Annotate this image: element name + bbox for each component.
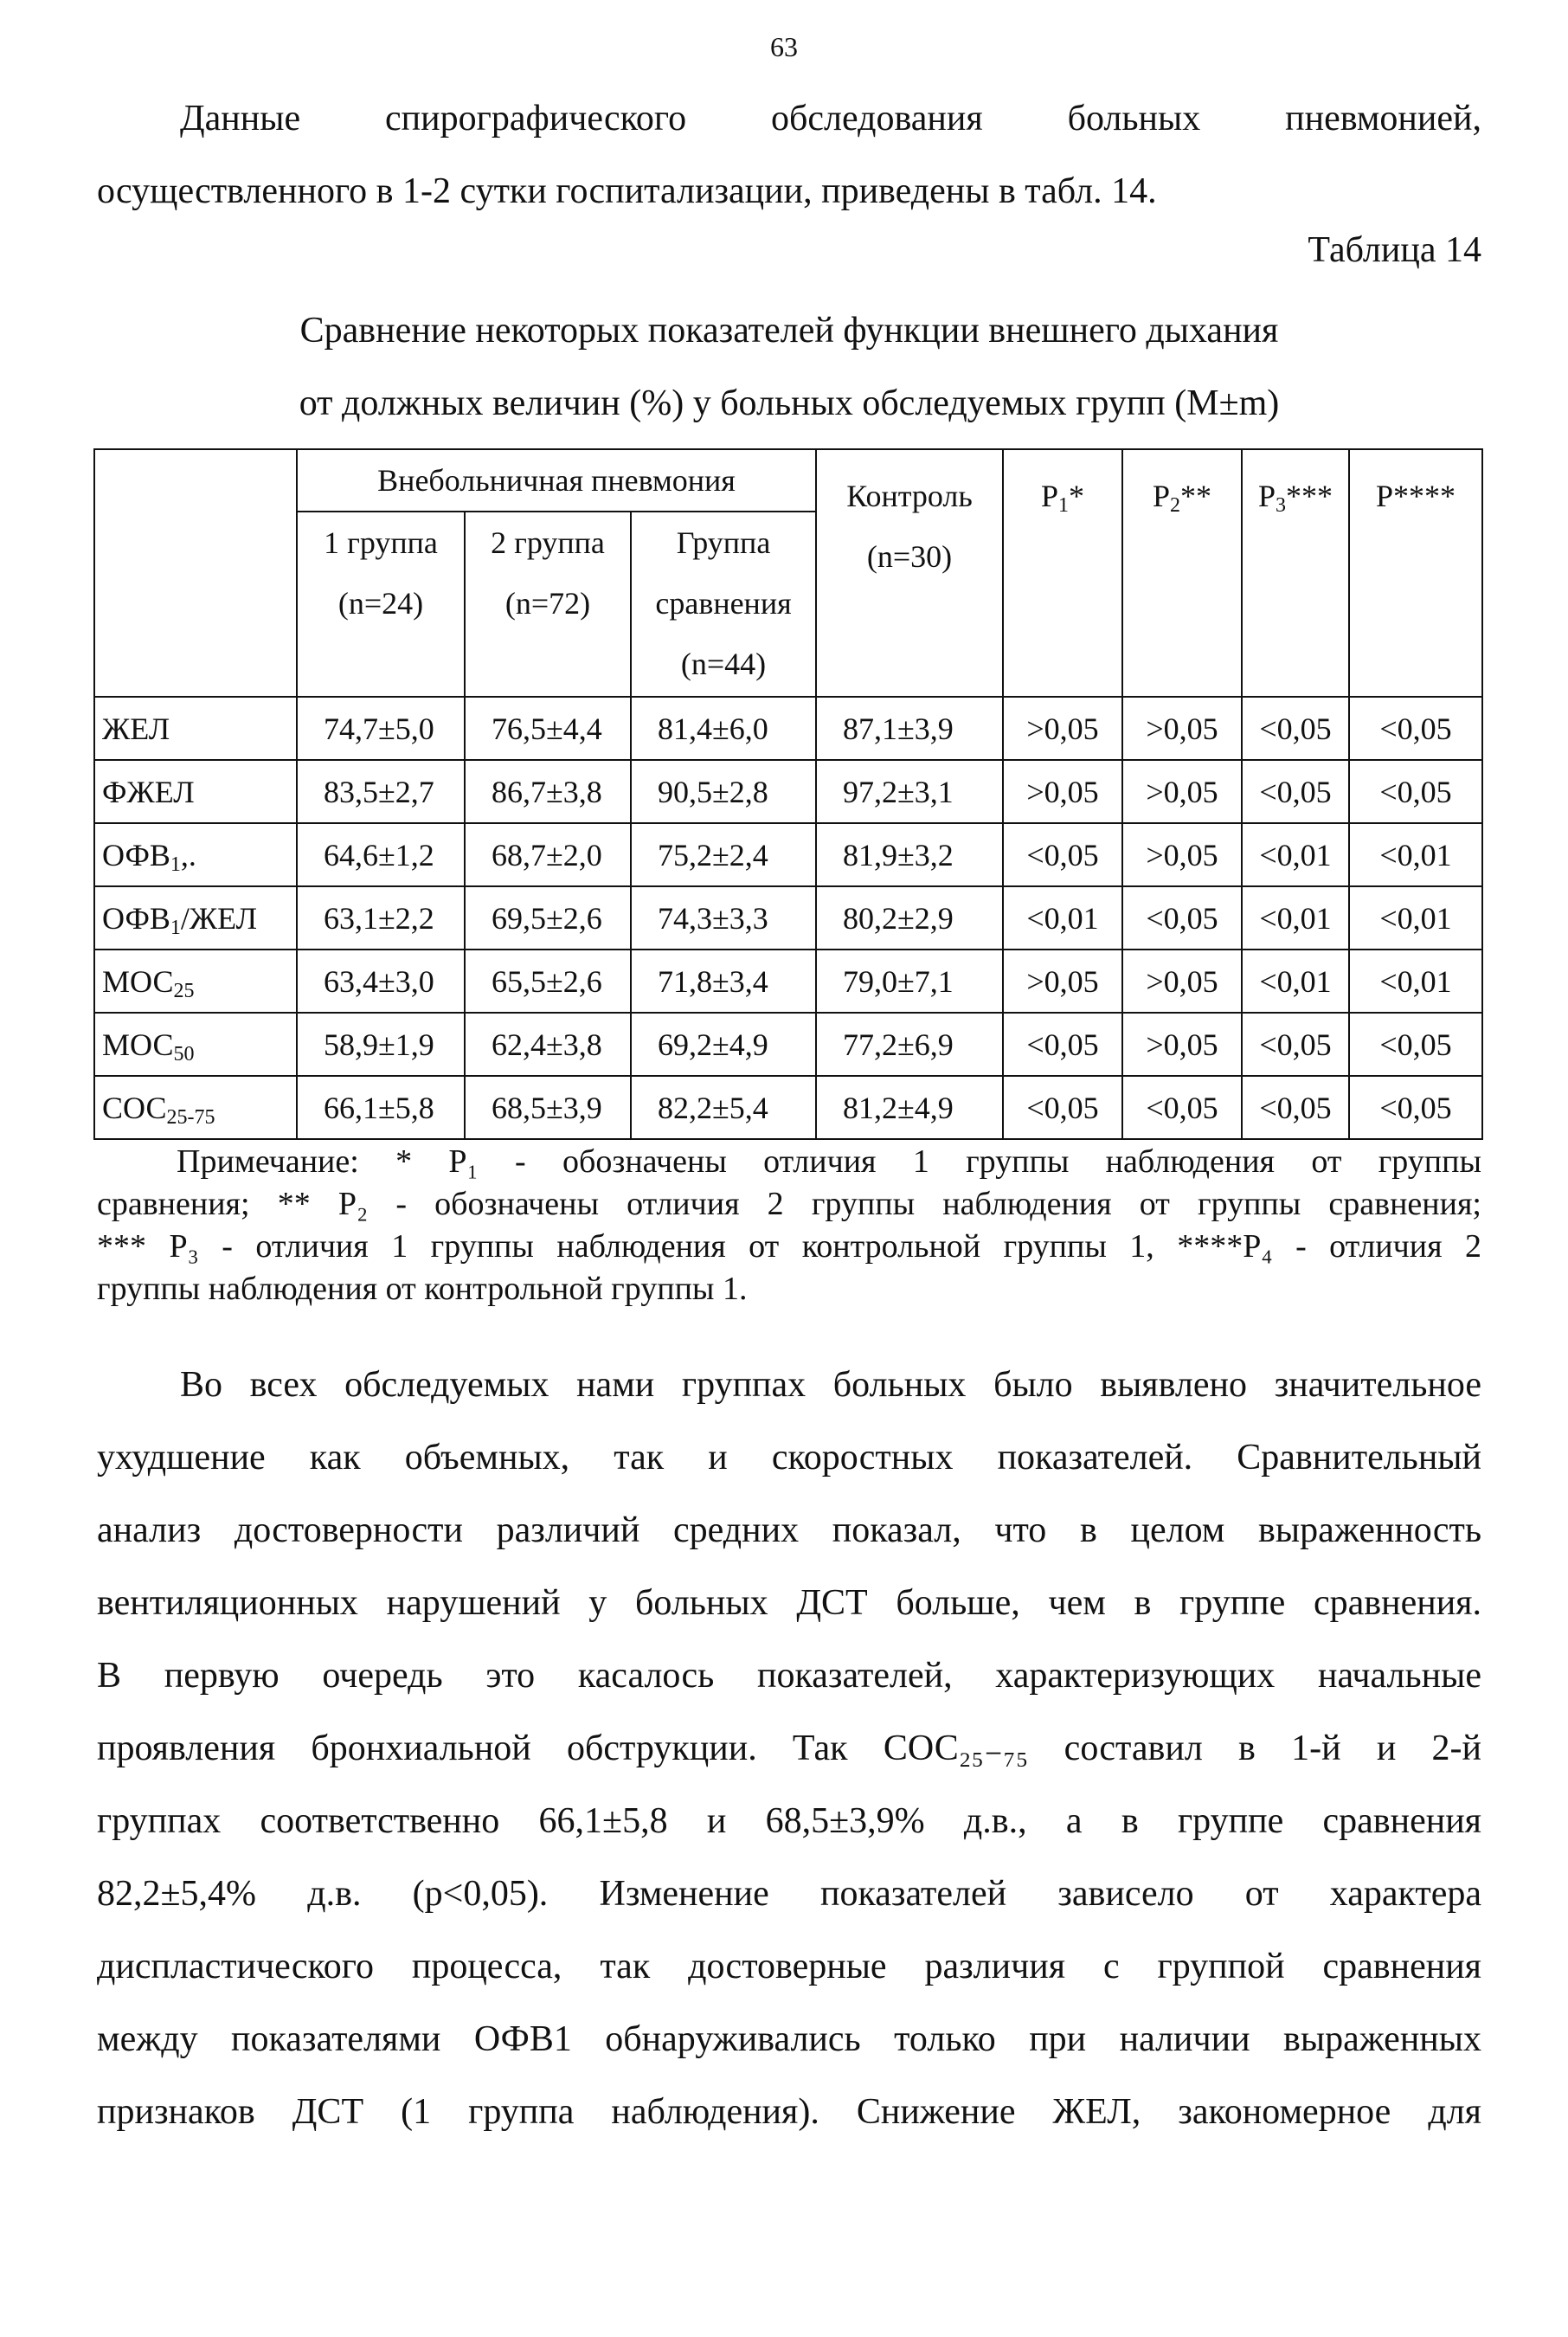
p-value-cell: <0,05 xyxy=(1349,697,1482,760)
p-value-cell: <0,05 xyxy=(1003,823,1122,886)
value-cell: 87,1±3,9 xyxy=(816,697,1003,760)
row-label-base: МОС xyxy=(102,1027,174,1062)
value-cell: 63,1±2,2 xyxy=(297,886,465,950)
note-line-1: Примечание: * P₁ - обозначены отличия 1 группы наблюдения от группы xyxy=(177,1143,1481,1180)
row-label xyxy=(94,823,297,886)
row-label-sub: 25-75 xyxy=(166,1105,215,1129)
value-cell: 86,7±3,8 xyxy=(465,760,631,823)
header-group-comparison-n: (n=44) xyxy=(680,647,767,681)
p-value-cell: <0,01 xyxy=(1349,950,1482,1013)
p-value-cell: <0,05 xyxy=(1242,1013,1349,1076)
value-cell: 68,7±2,0 xyxy=(465,823,631,886)
p-value-cell: <0,05 xyxy=(1122,886,1242,950)
body-line: 82,2±5,4% д.в. (p<0,05). Изменение показателей зависело от характера xyxy=(97,1874,1481,1914)
p-value-cell: <0,01 xyxy=(1242,950,1349,1013)
body-line: между показателями ОФВ1 обнаруживались только при наличии выраженных xyxy=(97,2019,1481,2059)
header-group-comparison-label-2: сравнения xyxy=(655,586,792,621)
header-p4 xyxy=(1349,449,1482,697)
value-cell: 65,5±2,6 xyxy=(465,950,631,1013)
value-cell: 63,4±3,0 xyxy=(297,950,465,1013)
header-group-2-n: (n=72) xyxy=(504,586,591,621)
body-line: анализ достоверности различий средних показал, что в целом выраженность xyxy=(97,1510,1481,1550)
value-cell: 80,2±2,9 xyxy=(816,886,1003,950)
body-line: ухудшение как объемных, так и скоростных показателей. Сравнительный xyxy=(97,1438,1481,1478)
note-line-3: *** P₃ - отличия 1 группы наблюдения от контрольной группы 1, ****P₄ - отличия 2 xyxy=(97,1228,1481,1265)
header-group-1-n: (n=24) xyxy=(337,586,424,621)
p-value-cell: <0,05 xyxy=(1003,1013,1122,1076)
value-cell: 81,9±3,2 xyxy=(816,823,1003,886)
p-value-cell: <0,05 xyxy=(1242,760,1349,823)
page-number: 63 xyxy=(770,31,798,62)
header-group-1 xyxy=(297,512,465,697)
value-cell: 74,3±3,3 xyxy=(631,886,816,950)
header-p1-base: P xyxy=(1041,479,1059,513)
row-label-sub: 1 xyxy=(170,853,181,876)
value-cell: 68,5±3,9 xyxy=(465,1076,631,1139)
header-p3-sub: 3 xyxy=(1276,494,1287,517)
note-line-2: сравнения; ** P₂ - обозначены отличия 2 группы наблюдения от группы сравнения; xyxy=(97,1186,1481,1222)
row-label-suffix: /ЖЕЛ xyxy=(180,900,258,936)
header-p2-stars: ** xyxy=(1180,479,1212,513)
value-cell: 71,8±3,4 xyxy=(631,950,816,1013)
value-cell: 82,2±5,4 xyxy=(631,1076,816,1139)
body-paragraph xyxy=(97,1349,1481,2148)
header-group-comparison-label-1: Группа xyxy=(676,525,771,560)
p-value-cell: <0,01 xyxy=(1349,823,1482,886)
header-control xyxy=(816,449,1003,697)
value-cell: 69,2±4,9 xyxy=(631,1013,816,1076)
p-value-cell: <0,05 xyxy=(1242,1076,1349,1139)
note-line-4: группы наблюдения от контрольной группы 1. xyxy=(97,1271,748,1307)
value-cell: 81,4±6,0 xyxy=(631,697,816,760)
table-row xyxy=(94,823,1482,886)
p-value-cell: <0,05 xyxy=(1349,1013,1482,1076)
header-p2 xyxy=(1122,449,1242,697)
p-value-cell: <0,05 xyxy=(1349,1076,1482,1139)
value-cell: 66,1±5,8 xyxy=(297,1076,465,1139)
p-value-cell: >0,05 xyxy=(1122,760,1242,823)
body-line: вентиляционных нарушений у больных ДСТ больше, чем в группе сравнения. xyxy=(97,1583,1481,1623)
value-cell: 74,7±5,0 xyxy=(297,697,465,760)
intro-paragraph xyxy=(97,82,1481,228)
table-number: Таблица 14 xyxy=(1308,230,1481,270)
value-cell: 69,5±2,6 xyxy=(465,886,631,950)
header-control-label: Контроль xyxy=(846,479,973,513)
value-cell: 75,2±2,4 xyxy=(631,823,816,886)
p-value-cell: <0,05 xyxy=(1242,697,1349,760)
row-label xyxy=(94,1013,297,1076)
header-p3-base: P xyxy=(1258,479,1276,513)
header-empty-cell xyxy=(94,449,297,697)
row-label-sub: 50 xyxy=(173,1042,195,1065)
row-label xyxy=(94,697,297,760)
row-label-suffix: ,. xyxy=(180,837,196,872)
p-value-cell: <0,05 xyxy=(1122,1076,1242,1139)
header-p3 xyxy=(1242,449,1349,697)
body-line: признаков ДСТ (1 группа наблюдения). Снижение ЖЕЛ, закономерное для xyxy=(97,2092,1481,2132)
value-cell: 83,5±2,7 xyxy=(297,760,465,823)
p-value-cell: <0,05 xyxy=(1003,1076,1122,1139)
value-cell: 62,4±3,8 xyxy=(465,1013,631,1076)
header-group-pneumonia: Внебольничная пневмония xyxy=(297,449,816,512)
table-title-line-1: Сравнение некоторых показателей функции внешнего дыхания xyxy=(299,311,1279,351)
p-value-cell: >0,05 xyxy=(1003,950,1122,1013)
p-value-cell: >0,05 xyxy=(1003,697,1122,760)
table-row xyxy=(94,760,1482,823)
header-group-1-label: 1 группа xyxy=(324,525,438,560)
value-cell: 90,5±2,8 xyxy=(631,760,816,823)
header-p1 xyxy=(1003,449,1122,697)
body-line: В первую очередь это касалось показателей, характеризующих начальные xyxy=(97,1656,1481,1696)
body-line: проявления бронхиальной обструкции. Так СОС₂₅₋₇₅ составил в 1-й и 2-й xyxy=(97,1729,1481,1768)
body-line: группах соответственно 66,1±5,8 и 68,5±3,9% д.в., а в группе сравнения xyxy=(97,1801,1481,1841)
header-p3-stars: *** xyxy=(1286,479,1333,513)
table-note xyxy=(97,1141,1481,1310)
header-p2-sub: 2 xyxy=(1170,494,1181,517)
value-cell: 76,5±4,4 xyxy=(465,697,631,760)
header-control-n: (n=30) xyxy=(866,539,953,574)
header-p2-base: P xyxy=(1153,479,1171,513)
p-value-cell: <0,05 xyxy=(1349,760,1482,823)
intro-line-1: Данные спирографического обследования больных пневмонией, xyxy=(180,99,1481,138)
intro-line-2: осуществленного в 1-2 сутки госпитализации, приведены в табл. 14. xyxy=(97,171,1157,211)
row-label-base: МОС xyxy=(102,963,174,999)
row-label-sub: 25 xyxy=(173,979,195,1002)
row-label-base: ОФВ xyxy=(102,837,170,872)
p-value-cell: <0,01 xyxy=(1349,886,1482,950)
row-label xyxy=(94,1076,297,1139)
table-row xyxy=(94,1076,1482,1139)
table-row xyxy=(94,886,1482,950)
row-label-sub: 1 xyxy=(170,916,181,939)
value-cell: 77,2±6,9 xyxy=(816,1013,1003,1076)
p-value-cell: <0,01 xyxy=(1242,886,1349,950)
header-p1-sub: 1 xyxy=(1058,494,1070,517)
body-line: Во всех обследуемых нами группах больных было выявлено значительное xyxy=(180,1365,1481,1405)
header-p4-base: P xyxy=(1376,479,1394,513)
table-row xyxy=(94,1013,1482,1076)
row-label-base: ЖЕЛ xyxy=(102,711,170,746)
header-p1-stars: * xyxy=(1069,479,1085,513)
p-value-cell: >0,05 xyxy=(1122,950,1242,1013)
table-title-line-2: от должных величин (%) у больных обследуемых групп (M±m) xyxy=(299,383,1280,423)
value-cell: 64,6±1,2 xyxy=(297,823,465,886)
p-value-cell: >0,05 xyxy=(1122,697,1242,760)
spirography-table xyxy=(93,448,1483,1140)
row-label-base: СОС xyxy=(102,1090,167,1125)
p-value-cell: <0,01 xyxy=(1242,823,1349,886)
table-row xyxy=(94,697,1482,760)
table-title xyxy=(97,294,1481,440)
p-value-cell: >0,05 xyxy=(1122,823,1242,886)
table-row xyxy=(94,950,1482,1013)
value-cell: 58,9±1,9 xyxy=(297,1013,465,1076)
header-group-2 xyxy=(465,512,631,697)
value-cell: 79,0±7,1 xyxy=(816,950,1003,1013)
row-label xyxy=(94,760,297,823)
header-group-comparison xyxy=(631,512,816,697)
row-label-base: ФЖЕЛ xyxy=(102,774,195,809)
body-line: диспластического процесса, так достоверные различия с группой сравнения xyxy=(97,1947,1481,1986)
row-label-base: ОФВ xyxy=(102,900,170,936)
header-p4-stars: **** xyxy=(1393,479,1456,513)
header-group-2-label: 2 группа xyxy=(491,525,605,560)
row-label xyxy=(94,950,297,1013)
p-value-cell: <0,01 xyxy=(1003,886,1122,950)
value-cell: 97,2±3,1 xyxy=(816,760,1003,823)
value-cell: 81,2±4,9 xyxy=(816,1076,1003,1139)
p-value-cell: >0,05 xyxy=(1122,1013,1242,1076)
row-label xyxy=(94,886,297,950)
p-value-cell: >0,05 xyxy=(1003,760,1122,823)
